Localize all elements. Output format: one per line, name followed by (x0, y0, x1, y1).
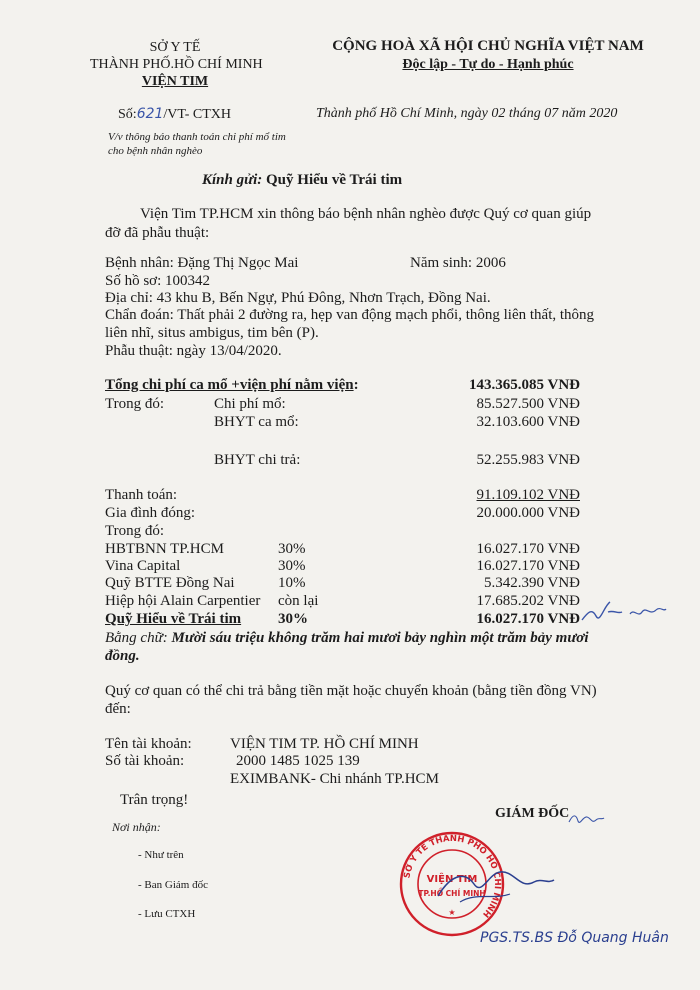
account-name-label: Tên tài khoản: (105, 736, 192, 752)
surgery-cost-value: 85.527.500 VNĐ (476, 396, 580, 412)
subject-line-1: V/v thông báo thanh toán chi phí mổ tim (108, 131, 286, 143)
account-number-label: Số tài khoản: (105, 753, 185, 769)
document-date: Thành phố Hồ Chí Minh, ngày 02 tháng 07 năm 2020 (316, 106, 618, 121)
patient-birth-year: Năm sinh: 2006 (410, 255, 506, 271)
contributor-name: Hiệp hội Alain Carpentier (105, 593, 261, 609)
handwritten-number: 621 (136, 106, 164, 122)
patient-address: Địa chỉ: 43 khu B, Bến Ngự, Phú Đông, Nhơn Trạch, Đồng Nai. (105, 290, 491, 306)
patient-name: Bệnh nhân: Đặng Thị Ngọc Mai (105, 255, 299, 271)
bhyt-paid-label: BHYT chi trả: (214, 452, 301, 468)
recipient-item: - Như trên (138, 849, 184, 861)
ministry-name: SỞ Y TẾ (149, 40, 201, 55)
patient-surgery-date: Phẫu thuật: ngày 13/04/2020. (105, 343, 282, 359)
contributor-name: Vina Capital (105, 558, 181, 574)
document-number: Số:621/VT- CTXH (118, 106, 231, 122)
city-name: THÀNH PHỐ.HỒ CHÍ MINH (90, 57, 263, 72)
account-name: VIỆN TIM TP. HỒ CHÍ MINH (230, 736, 419, 752)
payment-info-line-2: đến: (105, 701, 131, 717)
svg-text:VIỆN TIM: VIỆN TIM (426, 874, 478, 885)
of-which-label: Trong đó: (105, 396, 165, 412)
svg-text:TP.HỒ CHÍ MINH: TP.HỒ CHÍ MINH (418, 889, 486, 898)
recipient-item: - Ban Giám đốc (138, 879, 208, 891)
contributor-amount-highlight: 16.027.170 VNĐ (476, 611, 580, 627)
signer-name: PGS.TS.BS Đỗ Quang Huân (480, 930, 669, 946)
contributor-amount: 16.027.170 VNĐ (476, 558, 580, 574)
contributor-share: 10% (278, 575, 306, 591)
intro-line-1: Viện Tim TP.HCM xin thông báo bệnh nhân nghèo được Quý cơ quan giúp (140, 206, 592, 222)
recipient: Kính gửi: Quỹ Hiểu về Trái tim (202, 172, 403, 188)
contributor-share: còn lại (278, 593, 319, 609)
director-initials (566, 808, 606, 830)
bank-name: EXIMBANK- Chi nhánh TP.HCM (230, 771, 439, 787)
total-cost-label: Tổng chi phí ca mổ +viện phí nằm viện: (105, 377, 359, 393)
recipient-item: - Lưu CTXH (138, 908, 196, 920)
family-value: 20.000.000 VNĐ (476, 505, 580, 521)
payment-value: 91.109.102 VNĐ (476, 487, 580, 503)
total-cost-value: 143.365.085 VNĐ (469, 377, 580, 393)
regards: Trân trọng! (120, 792, 189, 808)
contributor-amount: 5.342.390 VNĐ (484, 575, 580, 591)
payment-label: Thanh toán: (105, 487, 178, 503)
institute-name: VIỆN TIM (141, 74, 209, 89)
contributor-share: 30% (278, 558, 306, 574)
payment-info-line-1: Quý cơ quan có thể chi trả bằng tiền mặt hoặc chuyển khoản (bằng tiền đồng VN) (105, 683, 597, 699)
contributor-amount: 17.685.202 VNĐ (476, 593, 580, 609)
svg-text:★: ★ (448, 908, 456, 917)
contributor-name: HBTBNN TP.HCM (105, 541, 224, 557)
national-motto: Độc lập - Tự do - Hạnh phúc (402, 57, 574, 72)
contributor-name: Quỹ BTTE Đồng Nai (105, 575, 235, 591)
of-which-label-2: Trong đó: (105, 523, 165, 539)
bhyt-surgery-label: BHYT ca mổ: (214, 414, 299, 430)
initials-mark (578, 594, 668, 630)
patient-record: Số hồ sơ: 100342 (105, 273, 211, 289)
contributor-share: 30% (278, 541, 306, 557)
director-signature (430, 856, 560, 916)
patient-diagnosis-2: liên nhĩ, situs ambigus, tim bên (P). (105, 325, 319, 341)
svg-text:SỞ Y TẾ THÀNH PHỐ HỒ CHÍ MINH: SỞ Y TẾ THÀNH PHỐ HỒ CHÍ MINH (402, 833, 503, 920)
contributor-name-highlight: Quỹ Hiểu về Trái tim (105, 611, 242, 627)
contributor-amount: 16.027.170 VNĐ (476, 541, 580, 557)
bhyt-surgery-value: 32.103.600 VNĐ (476, 414, 580, 430)
contributor-share-highlight: 30% (278, 611, 308, 627)
surgery-cost-label: Chi phí mổ: (214, 396, 286, 412)
bhyt-paid-value: 52.255.983 VNĐ (476, 452, 580, 468)
director-label: GIÁM ĐỐC (495, 806, 570, 821)
amount-in-words-line-2: đồng. (105, 648, 140, 664)
family-label: Gia đình đóng: (105, 505, 195, 521)
amount-in-words-line-1: Bằng chữ: Mười sáu triệu không trăm hai mươi bảy nghìn một trăm bảy mươi (105, 630, 589, 646)
account-number: 2000 1485 1025 139 (236, 753, 360, 769)
intro-line-2: đỡ đã phẫu thuật: (105, 225, 210, 241)
patient-diagnosis-1: Chẩn đoán: Thất phải 2 đường ra, hẹp van động mạch phổi, thông liên thất, thông (105, 307, 595, 323)
subject-line-2: cho bệnh nhân nghèo (108, 145, 203, 157)
republic-title: CỘNG HOÀ XÃ HỘI CHỦ NGHĨA VIỆT NAM (332, 38, 644, 54)
recipients-label: Nơi nhận: (112, 820, 161, 834)
